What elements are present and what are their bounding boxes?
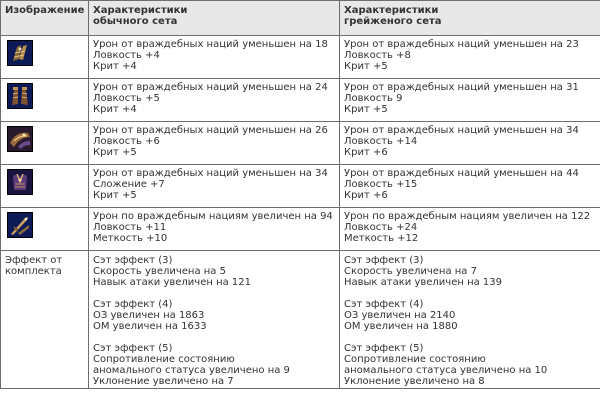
stat-line: Ловкость +8 xyxy=(344,50,411,61)
stat-line: Урон от враждебных наций уменьшен на 34 xyxy=(93,168,328,179)
normal-stats-cell xyxy=(89,122,340,165)
bracer-icon xyxy=(7,40,33,66)
table-row xyxy=(1,79,600,122)
effect-line: Сэт эффект (5) xyxy=(344,343,424,354)
table-row xyxy=(1,208,600,251)
pauldron-icon xyxy=(7,126,33,152)
stat-line: Крит +6 xyxy=(344,190,388,201)
stat-line: Урон по враждебным нациям увеличен на 94 xyxy=(93,211,333,222)
normal-stats-cell xyxy=(89,36,340,79)
graded-stats-cell xyxy=(340,79,600,122)
effect-line: Сэт эффект (5) xyxy=(93,343,173,354)
stat-line: Крит +5 xyxy=(93,147,137,158)
effect-line: Сэт эффект (4) xyxy=(344,299,424,310)
stat-line: Меткость +10 xyxy=(93,233,168,244)
effect-line: Скорость увеличена на 7 xyxy=(344,266,477,277)
graded-stats-cell xyxy=(340,36,600,79)
spacer xyxy=(344,288,597,299)
spacer xyxy=(93,288,336,299)
header-image xyxy=(1,1,89,36)
stat-line: Урон от враждебных наций уменьшен на 26 xyxy=(93,125,328,136)
effect-line: ОМ увеличен на 1633 xyxy=(93,321,207,332)
normal-stats-cell xyxy=(89,165,340,208)
graded-stats-cell xyxy=(340,165,600,208)
effect-line: Уклонение увеличено на 8 xyxy=(344,376,485,387)
normal-stats-cell xyxy=(89,79,340,122)
graded-stats-cell xyxy=(340,122,600,165)
gauntlets-icon xyxy=(7,83,33,109)
stat-line: Сложение +7 xyxy=(93,179,165,190)
effect-line: аномального статуса увеличено на 9 xyxy=(93,365,290,376)
weapon-icon xyxy=(7,212,33,238)
image-cell xyxy=(1,165,89,208)
table-row xyxy=(1,122,600,165)
effect-line: Сопротивление состоянию xyxy=(344,354,486,365)
header-graded xyxy=(340,1,600,36)
armor-icon xyxy=(7,169,33,195)
effect-line: ОМ увеличен на 1880 xyxy=(344,321,458,332)
header-normal xyxy=(89,1,340,36)
image-cell xyxy=(1,79,89,122)
image-cell xyxy=(1,208,89,251)
stat-line: Урон от враждебных наций уменьшен на 23 xyxy=(344,39,579,50)
stat-line: Ловкость +5 xyxy=(93,93,160,104)
effect-line: Скорость увеличена на 5 xyxy=(93,266,226,277)
effect-line: Сэт эффект (3) xyxy=(344,255,424,266)
header-image-label: Изображение xyxy=(5,5,85,16)
header-normal-line-2: обычного сета xyxy=(93,16,178,27)
stat-line: Крит +4 xyxy=(93,104,137,115)
stat-line: Крит +4 xyxy=(93,61,137,72)
normal-effect-cell xyxy=(89,251,340,389)
set-effect-row xyxy=(1,251,600,389)
header-graded-line-1: Характеристики xyxy=(344,5,439,16)
stat-line: Меткость +12 xyxy=(344,233,419,244)
header-row xyxy=(1,1,600,36)
stat-line: Ловкость +11 xyxy=(93,222,167,233)
header-normal-line-1: Характеристики xyxy=(93,5,188,16)
stat-line: Ловкость +14 xyxy=(344,136,418,147)
normal-stats-cell xyxy=(89,208,340,251)
image-cell xyxy=(1,36,89,79)
effect-line: Навык атаки увеличен на 139 xyxy=(344,277,503,288)
effect-line: Уклонение увеличено на 7 xyxy=(93,376,234,387)
graded-effect-cell xyxy=(340,251,600,389)
stat-line: Урон от враждебных наций уменьшен на 44 xyxy=(344,168,579,179)
effect-line: Навык атаки увеличен на 121 xyxy=(93,277,252,288)
stat-line: Крит +5 xyxy=(93,190,137,201)
spacer xyxy=(344,332,597,343)
stat-line: Урон от враждебных наций уменьшен на 18 xyxy=(93,39,328,50)
stat-line: Урон от враждебных наций уменьшен на 24 xyxy=(93,82,328,93)
graded-stats-cell xyxy=(340,208,600,251)
effect-line: аномального статуса увеличено на 10 xyxy=(344,365,548,376)
spacer xyxy=(93,332,336,343)
stat-line: Крит +5 xyxy=(344,61,388,72)
stat-line: Ловкость +15 xyxy=(344,179,418,190)
image-cell xyxy=(1,122,89,165)
effect-line: Сэт эффект (4) xyxy=(93,299,173,310)
stat-line: Ловкость +6 xyxy=(93,136,160,147)
stat-line: Ловкость +4 xyxy=(93,50,160,61)
effect-line: ОЗ увеличен на 1863 xyxy=(93,310,205,321)
effect-line: Сопротивление состоянию xyxy=(93,354,235,365)
header-graded-line-2: грейженого сета xyxy=(344,16,442,27)
set-effect-label-cell xyxy=(1,251,89,389)
effect-line: Сэт эффект (3) xyxy=(93,255,173,266)
stat-line: Урон от враждебных наций уменьшен на 31 xyxy=(344,82,579,93)
stat-line: Ловкость 9 xyxy=(344,93,403,104)
stat-line: Ловкость +24 xyxy=(344,222,418,233)
table-row xyxy=(1,165,600,208)
table-row xyxy=(1,36,600,79)
stat-line: Крит +5 xyxy=(344,104,388,115)
stat-line: Урон от враждебных наций уменьшен на 34 xyxy=(344,125,579,136)
effect-line: ОЗ увеличен на 2140 xyxy=(344,310,456,321)
stat-line: Урон по враждебным нациям увеличен на 122 xyxy=(344,211,591,222)
stat-line: Крит +6 xyxy=(344,147,388,158)
set-effect-label: Эффект от комплекта xyxy=(5,255,63,277)
